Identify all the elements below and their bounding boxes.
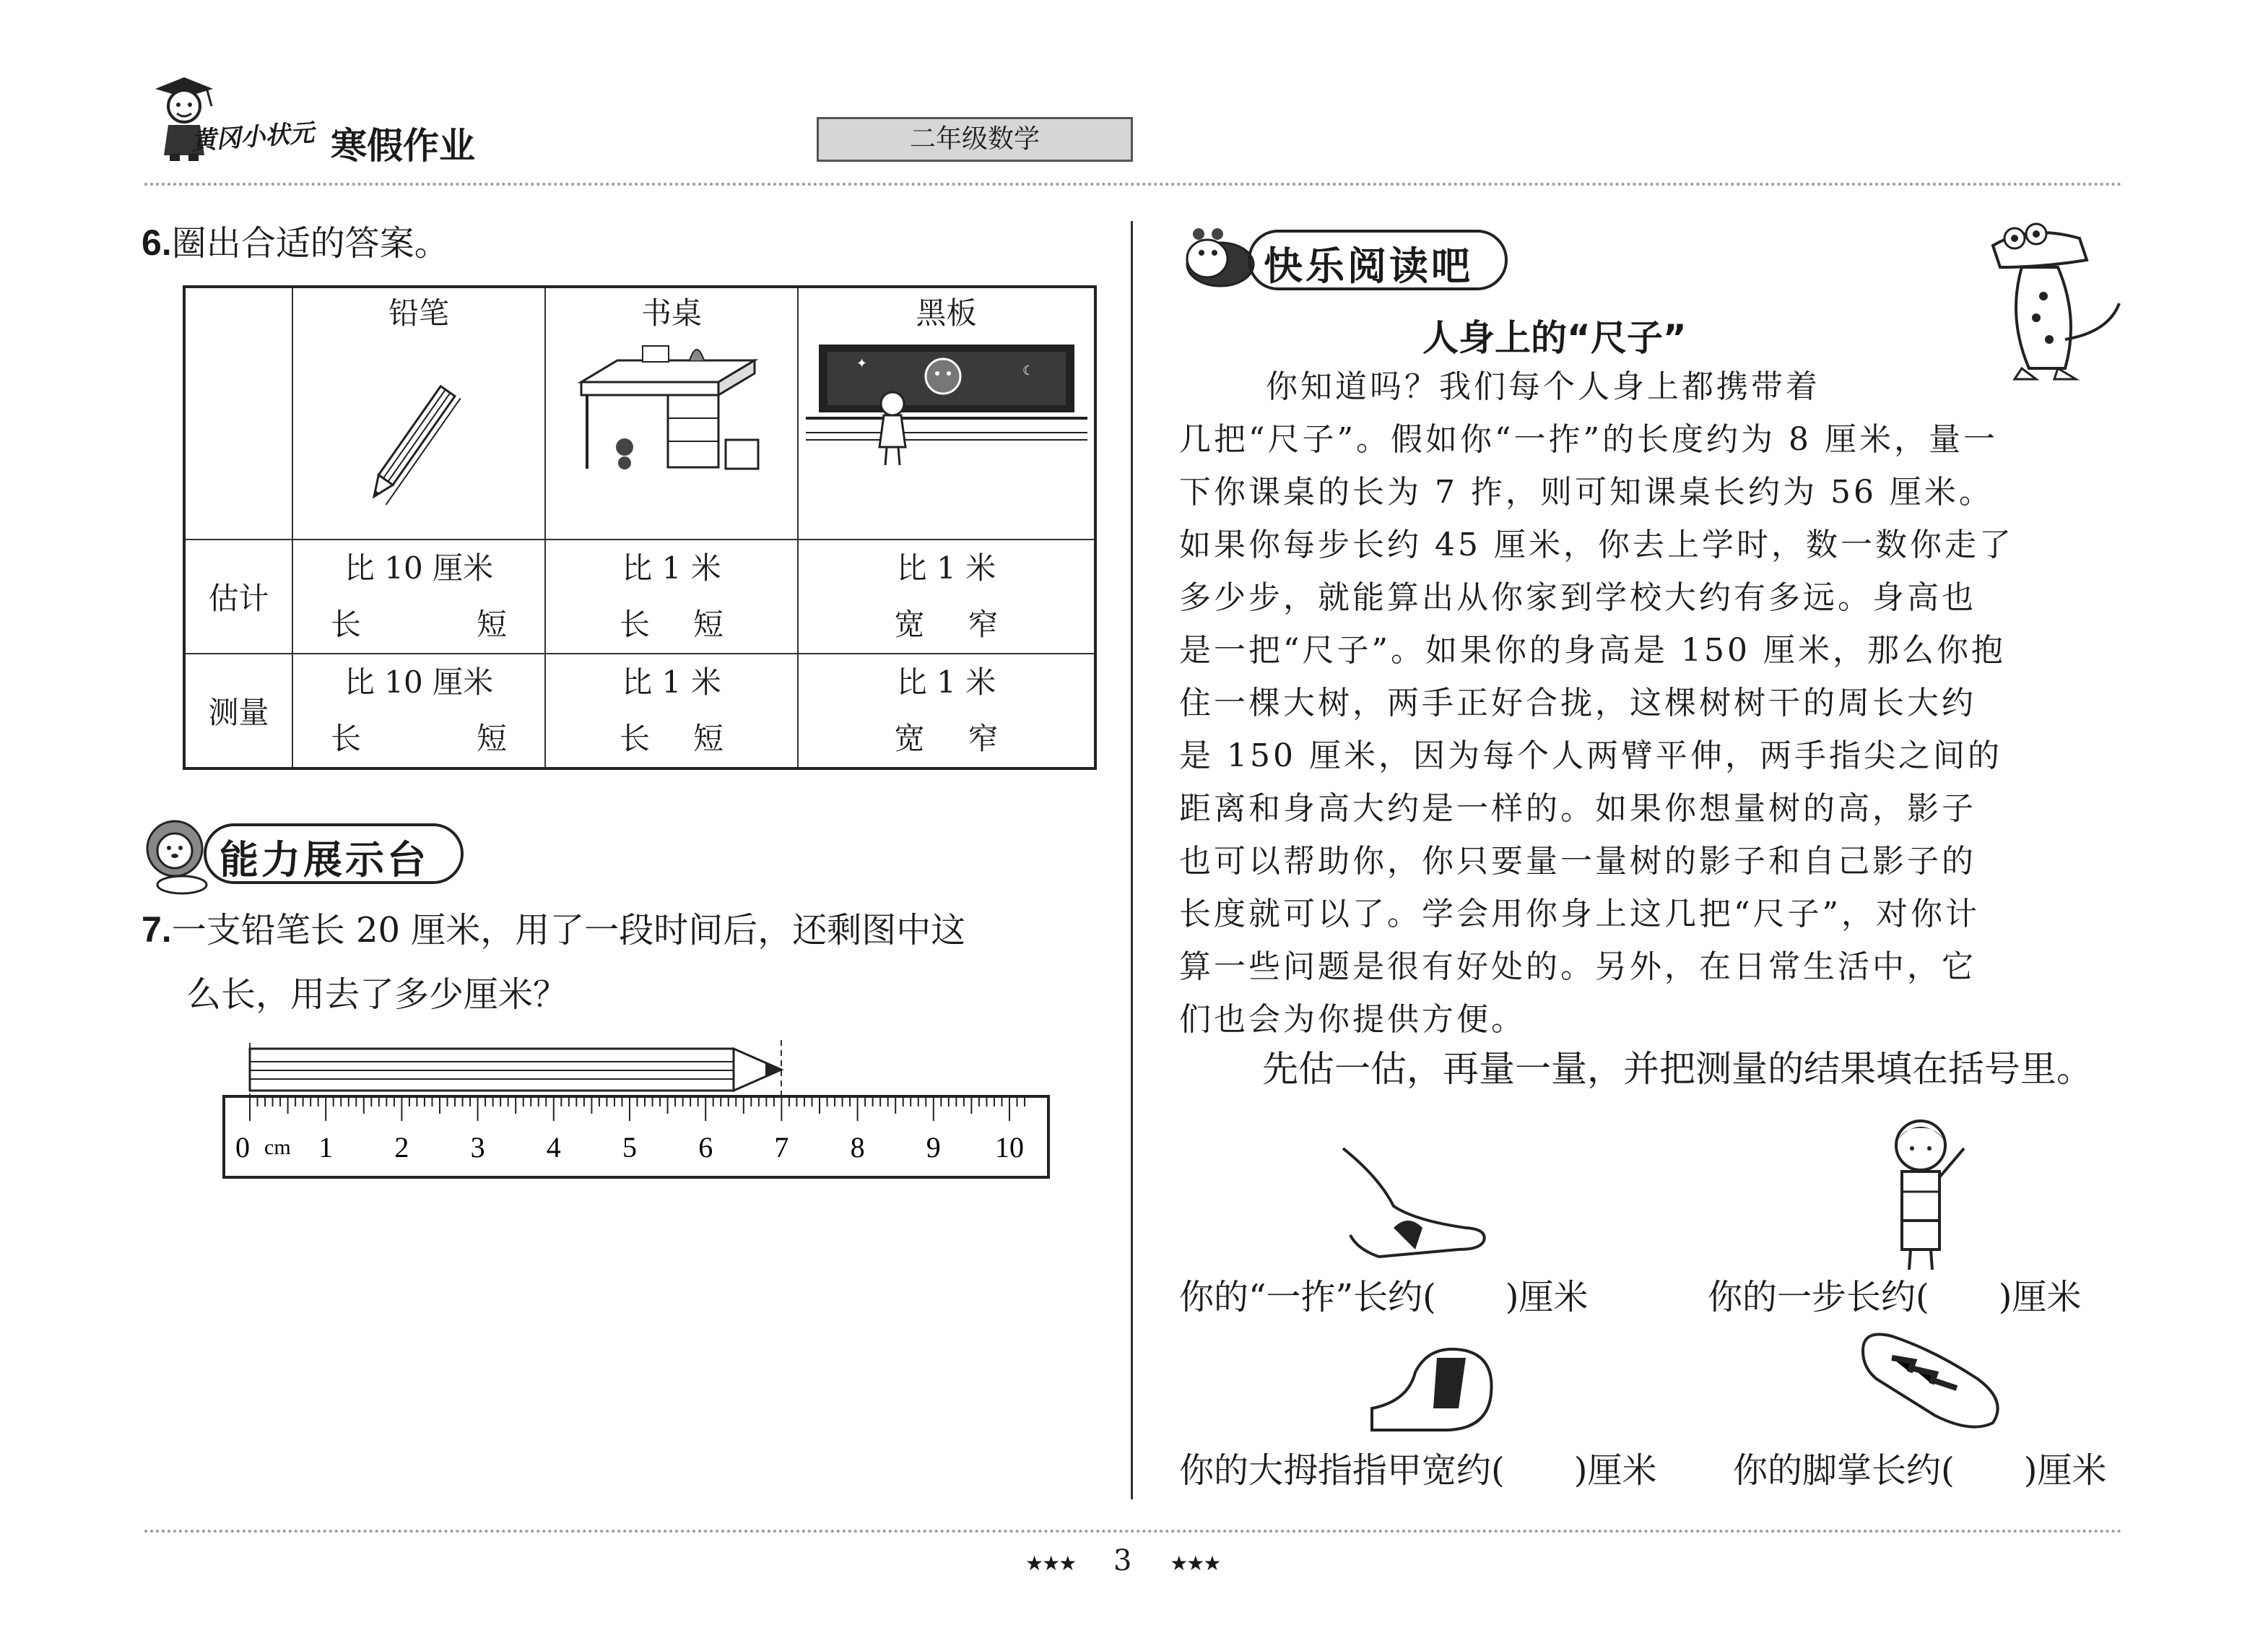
desk-illustration [574,339,769,483]
reading-instruction: 先估一估，再量一量，并把测量的结果填在括号里。 [1262,1048,2093,1090]
ruler-with-pencil [217,1033,1061,1192]
column-desk [545,287,798,540]
blackboard-illustration [806,339,1087,498]
section-title: 能力展示台 [220,837,429,883]
option-long[interactable]: 长 [619,721,650,756]
ruler-label: 8 [850,1131,865,1164]
question-7 [142,907,965,953]
answer-cell[interactable] [545,654,798,768]
footer [1025,1544,1220,1577]
header-divider [144,183,2123,186]
ruler-label: 2 [394,1131,409,1164]
fill-step-length[interactable]: 你的一步长约( )厘米 [1708,1277,2082,1317]
ruler-label: 7 [774,1131,789,1164]
svg-text:☾: ☾ [1022,363,1034,378]
option-long[interactable]: 长 [330,607,361,642]
answer-cell[interactable] [292,540,545,654]
option-narrow[interactable]: 窄 [968,721,999,756]
ruler-label: 6 [698,1131,713,1164]
table-corner-cell [184,287,292,540]
subject-label: 二年级数学 [817,117,1133,162]
estimate-measure-table [183,285,1097,770]
foot-illustration [1848,1322,2015,1437]
reading-line: 多少步，就能算出从你家到学校大约有多远。身高也 [1179,579,1976,616]
reading-line: 是一把“尺子”。如果你的身高是 150 厘米，那么你抱 [1179,632,2006,669]
option-long[interactable]: 长 [619,607,650,642]
section-title: 快乐阅读吧 [1264,243,1473,289]
question-7-line2: 么长，用去了多少厘米？ [186,974,568,1015]
cell-condition: 比 10 厘米 [344,664,494,700]
column-header: 黑板 [916,295,977,331]
reading-line: 算一些问题是很有好处的。另外，在日常生活中，它 [1179,948,1976,985]
footer-divider [144,1530,2123,1533]
ability-section-badge [139,816,485,896]
ruler-label: 5 [622,1131,637,1164]
column-blackboard [798,287,1095,540]
hand-span-illustration [1336,1141,1502,1264]
cell-condition: 比 1 米 [622,664,721,700]
cell-condition: 比 1 米 [896,550,996,586]
option-wide[interactable]: 宽 [894,721,925,756]
column-pencil [292,287,545,540]
reading-line: 住一棵大树，两手正好合拢，这棵树树干的周长大约 [1179,685,1976,722]
fill-hand-span[interactable]: 你的“一拃”长约( )厘米 [1179,1277,1589,1317]
row-label: 测量 [184,654,292,768]
fill-foot-length[interactable]: 你的脚掌长约( )厘米 [1733,1450,2107,1491]
column-header: 铅笔 [388,295,449,331]
brand-logo-text: 黄冈小状元 [191,118,316,156]
series-title: 寒假作业 [331,125,475,167]
reading-line: 长度就可以了。学会用你身上这几把“尺子”，对你计 [1179,896,1980,932]
reading-title: 人身上的“尺子” [1422,317,1687,359]
reading-line: 距离和身高大约是一样的。如果你想量树的高，影子 [1179,790,1976,827]
answer-cell[interactable] [798,540,1095,654]
reading-line: 你知道吗？我们每个人身上都携带着 [1266,368,1820,405]
option-long[interactable]: 长 [330,721,361,756]
reading-line: 下你课桌的长为 7 拃，则可知课桌长约为 56 厘米。 [1179,474,1994,511]
option-wide[interactable]: 宽 [894,607,925,642]
row-label: 估计 [184,540,292,654]
reading-line: 是 150 厘米，因为每个人两臂平伸，两手指尖之间的 [1179,737,2002,774]
answer-cell[interactable] [798,654,1095,768]
fill-thumbnail-width[interactable]: 你的大拇指指甲宽约( )厘米 [1179,1450,1657,1491]
question-prompt: 圈出合适的答案。 [171,223,449,264]
thumb-illustration [1365,1329,1502,1437]
reading-line: 几把“尺子”。假如你“一拃”的长度约为 8 厘米，量一 [1179,421,1998,458]
svg-text:✦: ✦ [856,356,867,371]
ruler-label: 1 [318,1131,334,1164]
question-6 [142,220,449,266]
pencil-drawing [250,1049,781,1091]
question-text-line1: 一支铅笔长 20 厘米，用了一段时间后，还剩图中这 [171,910,966,950]
reading-line: 如果你每步长约 45 厘米，你去上学时，数一数你走了 [1179,527,2014,563]
option-short[interactable]: 短 [477,607,508,642]
question-number: 6. [142,222,172,263]
hippo-icon [1178,222,1258,292]
ruler-label: 9 [926,1131,941,1164]
cell-condition: 比 1 米 [622,550,721,586]
star-icon: ★★★ [1170,1551,1220,1575]
option-short[interactable]: 短 [693,721,724,756]
ruler-label: 4 [546,1131,561,1164]
option-short[interactable]: 短 [693,607,724,642]
pencil-illustration [347,339,491,519]
header [0,0,2268,195]
star-icon: ★★★ [1025,1551,1076,1575]
crocodile-icon [1964,217,2130,390]
column-header: 书桌 [640,295,702,331]
option-short[interactable]: 短 [477,721,508,756]
question-number: 7. [142,909,172,950]
answer-cell[interactable] [292,654,545,768]
ruler-label: 10 [995,1131,1024,1164]
ruler-unit-label: cm [264,1135,291,1159]
reading-line: 也可以帮助你，你只要量一量树的影子和自己影子的 [1179,843,1976,880]
column-divider [1131,221,1133,1499]
answer-cell[interactable] [545,540,798,654]
cell-condition: 比 1 米 [896,664,996,700]
cell-condition: 比 10 厘米 [344,550,494,586]
option-narrow[interactable]: 窄 [968,607,999,642]
ruler-label: 3 [470,1131,485,1164]
reading-section-badge [1178,220,1525,299]
child-illustration [1877,1112,1978,1278]
page-number: 3 [1113,1544,1132,1577]
reading-line: 们也会为你提供方便。 [1179,1001,1526,1038]
ruler-label: 0 [235,1131,250,1164]
